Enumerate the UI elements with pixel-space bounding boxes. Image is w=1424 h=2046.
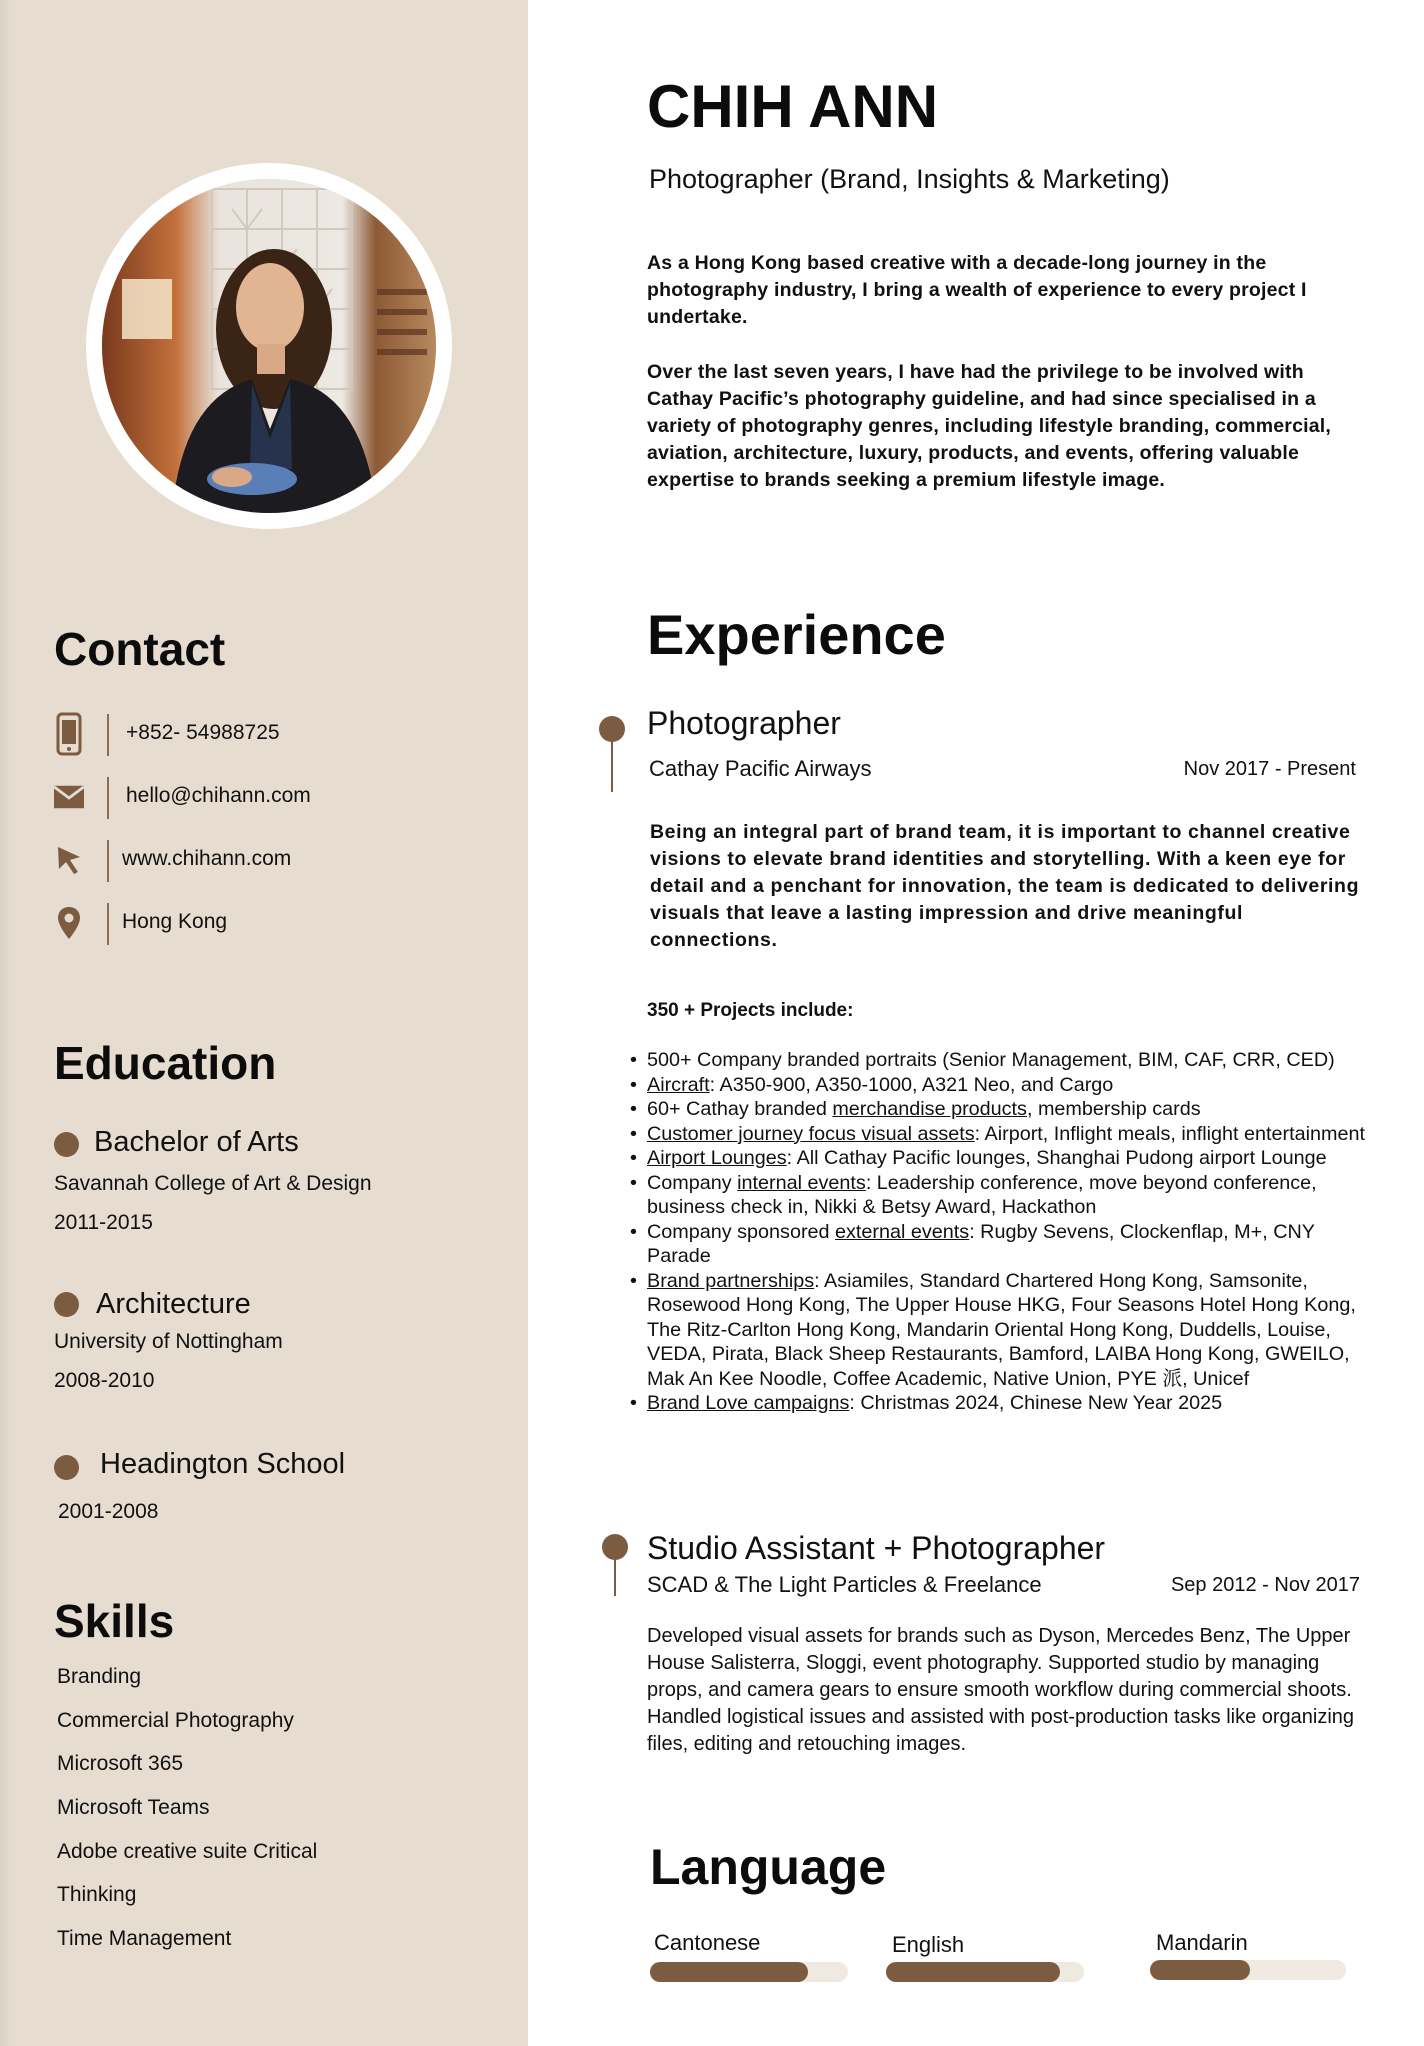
project-text: : Rugby Sevens, Clockenflap, M+, CNY Parade [647,1220,1315,1267]
contact-separator [107,840,109,882]
job-title: Photographer [647,705,841,741]
education-years: 2001-2008 [58,1500,159,1523]
project-text: 60+ Cathay branded [647,1098,833,1120]
job-company: Cathay Pacific Airways [649,756,872,781]
timeline-dot [599,716,625,742]
contact-website [54,837,494,883]
contact-heading: Contact [54,623,226,675]
list-item [630,1171,1367,1220]
contact-separator [107,903,109,945]
projects-label: 350 + Projects include: [647,1000,854,1021]
candidate-role: Photographer (Brand, Insights & Marketing) [649,164,1170,194]
website-link[interactable]: www.chihann.com [122,847,292,870]
project-link[interactable]: Airport Lounges [647,1147,787,1169]
intro-paragraph: As a Hong Kong based creative with a decade-long journey in the photography industry, I bring a wealth of experience to every project I undertake. [647,252,1307,328]
project-link[interactable]: Brand partnerships [647,1269,815,1292]
bullet: • [630,1073,637,1096]
bullet: • [630,1098,637,1120]
education-bullet [54,1132,79,1157]
mail-icon [54,774,84,820]
education-years: 2011-2015 [54,1211,153,1234]
project-text: 500+ Company branded portraits (Senior Management, BIM, CAF, CRR, CED) [647,1049,1335,1071]
language-heading: Language [650,1839,887,1895]
projects-list [630,1048,1367,1416]
list-item [630,1146,1367,1171]
language-name: English [892,1932,965,1957]
bullet: • [630,1220,637,1243]
education-school: Savannah College of Art & Design [54,1172,372,1195]
project-link[interactable]: Customer journey focus visual assets [647,1122,975,1145]
job-dates: Sep 2012 - Nov 2017 [1170,1574,1360,1596]
sidebar [0,0,528,2046]
language-name: Cantonese [654,1930,761,1955]
candidate-name: CHIH ANN [647,73,939,140]
language-bar-track [886,1962,1084,1982]
profile-photo-frame [86,163,452,529]
phone-icon [54,711,84,757]
skill-item: Time Management [57,1927,232,1950]
contact-separator [107,777,109,819]
project-text: : A350-900, A350-1000, A321 Neo, and Cargo [709,1073,1114,1096]
profile-photo [102,179,436,513]
contact-phone [54,711,494,757]
list-item [630,1220,1367,1269]
language-bar-fill [1150,1960,1250,1980]
skills-heading: Skills [54,1595,175,1647]
timeline-line [614,1556,616,1596]
contact-email [54,774,494,820]
project-link[interactable]: internal events [737,1171,866,1194]
skill-item: Adobe creative suite Critical [57,1840,318,1863]
list-item [630,1269,1367,1392]
project-text: : Airport, Inflight meals, inflight entertainment [974,1122,1365,1145]
job-company: SCAD & The Light Particles & Freelance [647,1572,1042,1597]
language-bar-fill [650,1962,808,1982]
intro-paragraph: Over the last seven years, I have had the privilege to be involved with Cathay Pacific’s photography guideline, and had since specialised in a variety of photography genres, including lifestyle branding, commercial, aviation, architecture, luxury, products, and events, offering valuable expertise to brands seeking a premium lifestyle image. [647,361,1332,491]
phone-number[interactable]: +852- 54988725 [126,721,280,744]
skill-item: Thinking [57,1883,137,1906]
bullet: • [630,1392,637,1414]
job-dates: Nov 2017 - Present [1183,758,1356,780]
list-item [630,1048,1367,1073]
project-text: Company [647,1171,738,1194]
job-title: Studio Assistant + Photographer [647,1530,1106,1566]
language-bar-track [1150,1960,1346,1980]
education-school: University of Nottingham [54,1330,283,1353]
project-link[interactable]: external events [835,1220,970,1243]
project-text: : All Cathay Pacific lounges, Shanghai Pudong airport Lounge [786,1147,1327,1169]
project-link[interactable]: Brand Love campaigns [647,1392,850,1414]
education-bullet [54,1292,79,1317]
bullet: • [630,1147,637,1169]
project-text: : Christmas 2024, Chinese New Year 2025 [849,1392,1223,1414]
skill-item: Microsoft Teams [57,1796,210,1819]
location-pin-icon [54,900,84,946]
bullet: • [630,1049,637,1071]
bullet: • [630,1269,637,1292]
education-degree: Architecture [96,1288,251,1320]
bullet: • [630,1171,637,1194]
experience-heading: Experience [647,603,946,666]
bullet: • [630,1122,637,1145]
education-degree: Bachelor of Arts [94,1126,299,1158]
contact-location [54,900,494,946]
skill-item: Branding [57,1665,142,1688]
language-name: Mandarin [1156,1930,1248,1955]
project-link[interactable]: Aircraft [647,1073,710,1096]
portrait-illustration [102,179,436,513]
contact-separator [107,714,109,756]
job-description: Being an integral part of brand team, it is important to channel creative visions to elevate brand identities and storytelling. With a keen eye for detail and a penchant for innovation, the team is dedicated to delivering visuals that leave a lasting impression and drive meaningful connections. [650,821,1360,951]
email-address[interactable]: hello@chihann.com [126,784,311,807]
skill-item: Commercial Photography [57,1709,294,1732]
location-text: Hong Kong [122,910,228,933]
list-item [630,1097,1367,1122]
project-text: Company sponsored [647,1220,836,1243]
education-school-title: Headington School [100,1448,346,1480]
list-item [630,1391,1367,1416]
project-text: : Leadership conference, move beyond conference, business check in, Nikki & Betsy Award, Hackathon [647,1171,1317,1218]
list-item [630,1073,1367,1098]
language-bar-fill [886,1962,1060,1982]
education-years: 2008-2010 [54,1369,155,1392]
job-description: Developed visual assets for brands such as Dyson, Mercedes Benz, The Upper House Salisterra, Sloggi, event photography. Supported studio by managing props, and camera gears to ensure smooth workflow during commercial shoots. Handled logistical issues and assisted with post-production tasks like organizing files, editing and retouching images. [647,1625,1355,1755]
list-item [630,1122,1367,1147]
project-text: : Asiamiles, Standard Chartered Hong Kong, Samsonite, Rosewood Hong Kong, The Upper House HKG, Four Seasons Hotel Hong Kong, The Ritz-Carlton Hong Kong, Mandarin Oriental Hong Kong, Duddells, Louise, VEDA, Pirata, Black Sheep Restaurants, Bamford, LAIBA Hong Kong, GWEILO, Mak An Kee Noodle, Coffee Academic, Native Union, PYE 派, Unicef [647,1269,1356,1390]
project-text: , membership cards [1026,1098,1201,1120]
education-heading: Education [54,1037,277,1089]
education-bullet [54,1455,79,1480]
skill-item: Microsoft 365 [57,1752,184,1775]
project-link[interactable]: merchandise products [832,1098,1027,1120]
timeline-line [611,740,613,792]
cursor-icon [54,837,84,883]
sidebar-shade [0,0,14,2046]
language-bar-track [650,1962,848,1982]
